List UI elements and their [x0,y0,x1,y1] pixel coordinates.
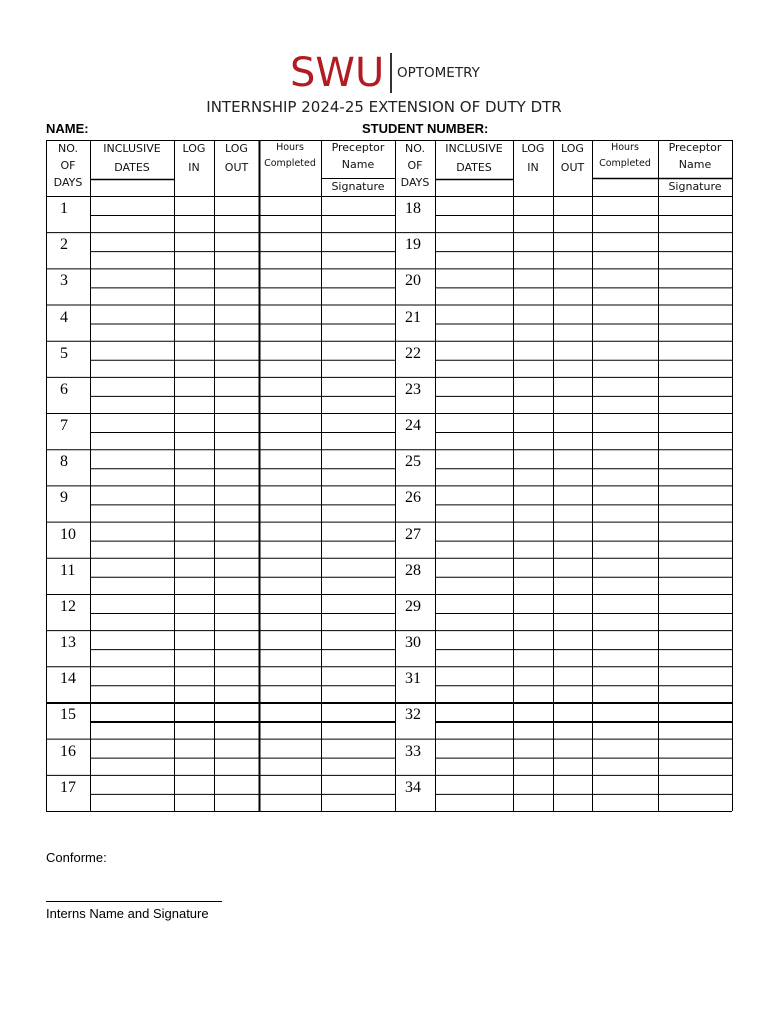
signature-line [46,901,222,902]
interns-signature-label: Interns Name and Signature [46,906,209,921]
header-log-out-left: LOG OUT [224,142,249,174]
day-number-right: 34 [405,778,421,796]
day-number-right: 21 [405,308,421,326]
logo-brand: SWU [290,50,385,96]
conforme-label: Conforme: [46,850,107,865]
day-number-left: 2 [60,236,68,254]
document-title: INTERNSHIP 2024-25 EXTENSION OF DUTY DTR [206,98,562,116]
header-hours-completed-left: Hours Completed [264,142,316,169]
header-no-of-days-right: NO. OF DAYS [400,142,430,189]
header-log-in-right: LOG IN [521,142,545,174]
header-inclusive-dates-right: INCLUSIVE DATES [445,142,503,174]
header-preceptor-name-right: Preceptor Name [668,141,722,171]
day-number-left: 9 [60,489,68,507]
day-number-left: 1 [60,200,68,217]
day-number-left: 16 [60,742,76,760]
header-no-of-days-left: NO. OF DAYS [53,142,83,189]
day-number-right: 18 [405,200,421,217]
day-number-right: 28 [405,561,421,579]
day-number-left: 10 [60,525,76,543]
day-number-left: 15 [60,706,76,724]
student-number-label: STUDENT NUMBER: [362,121,489,136]
day-number-left: 11 [60,561,76,579]
day-number-right: 24 [405,417,421,435]
header-hours-completed-right: Hours Completed [599,142,651,169]
day-number-left: 6 [60,380,68,398]
day-number-left: 3 [60,272,68,290]
day-number-right: 22 [405,344,421,362]
header-signature-left: Signature [331,180,385,193]
day-number-right: 26 [405,489,421,507]
day-number-right: 27 [405,525,421,543]
header-log-out-right: LOG OUT [560,142,585,174]
day-number-left: 7 [60,417,68,435]
day-number-right: 25 [405,453,421,471]
day-number-left: 8 [60,453,68,471]
logo-department: OPTOMETRY [397,65,480,81]
day-number-right: 32 [405,706,421,724]
day-number-right: 30 [405,634,421,652]
day-number-left: 4 [60,308,68,326]
day-number-left: 5 [60,344,68,362]
header-preceptor-name-left: Preceptor Name [331,141,385,171]
day-number-right: 33 [405,742,421,760]
day-number-left: 12 [60,597,76,615]
day-number-right: 20 [405,272,421,290]
header-inclusive-dates-left: INCLUSIVE DATES [103,142,161,174]
header-log-in-left: LOG IN [182,142,206,174]
day-number-right: 23 [405,380,421,398]
day-number-right: 19 [405,236,421,254]
day-number-left: 13 [60,634,76,652]
day-number-left: 14 [60,670,76,688]
day-number-left: 17 [60,778,76,796]
day-number-right: 29 [405,597,421,615]
name-label: NAME: [46,121,89,136]
day-number-right: 31 [405,670,421,688]
header-signature-right: Signature [668,180,722,193]
